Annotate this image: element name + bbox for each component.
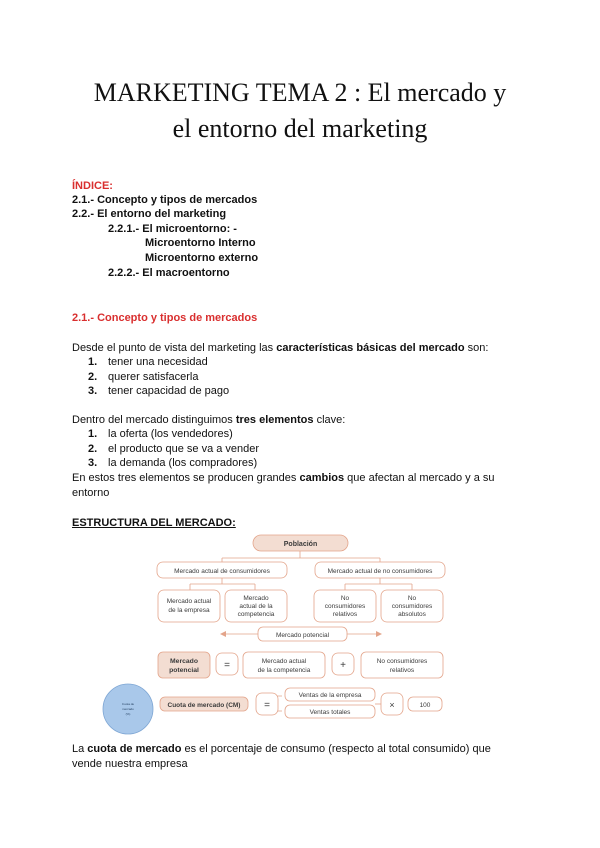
cuota-box xyxy=(160,697,248,711)
poblacion-box xyxy=(253,535,348,551)
no-relativos-line-3: relativos xyxy=(332,611,358,618)
eq-actual-competencia-box xyxy=(243,652,325,678)
index-item-2-2: 2.2.- El entorno del marketing xyxy=(72,208,227,220)
poblacion-label: Población xyxy=(283,541,318,548)
no-absolutos-line-3: absolutos xyxy=(398,611,426,618)
index-item-2-1: 2.1.- Concepto y tipos de mercados xyxy=(72,194,258,206)
mercado-no-consumidores-box xyxy=(315,562,445,578)
competencia-box xyxy=(225,590,287,622)
p3-line-2: entorno xyxy=(72,486,110,499)
eq-actual-line-2: de la competencia xyxy=(257,667,311,674)
circle-text-3: (%) xyxy=(125,712,131,716)
empresa-line-2: de la empresa xyxy=(168,607,210,614)
mercado-potencial-label: Mercado potencial xyxy=(275,632,330,639)
p2-bold: tres elementos xyxy=(235,414,314,426)
circle-text-2: mercado xyxy=(122,707,134,711)
mercado-potencial-line-2: potencial xyxy=(169,667,199,674)
empresa-line-1: Mercado actual xyxy=(166,598,212,605)
equals-sign: = xyxy=(224,660,230,671)
index-heading: ÍNDICE: xyxy=(72,180,113,192)
list-number: 3. xyxy=(88,385,98,397)
paragraph-cuota xyxy=(72,742,491,771)
p4-text: La xyxy=(72,743,88,755)
estructura-heading: ESTRUCTURA DEL MERCADO: xyxy=(72,517,236,529)
list-text: la demanda (los compradores) xyxy=(108,457,258,469)
list-text: tener capacidad de pago xyxy=(108,385,230,397)
ventas-empresa-label: Ventas de la empresa xyxy=(298,692,362,699)
list-number: 1. xyxy=(88,356,98,368)
mercado-potencial-line-1: Mercado xyxy=(170,658,198,665)
competencia-line-3: competencia xyxy=(237,611,275,618)
p1-text: Desde el punto de vista del marketing las xyxy=(72,342,277,354)
eq-actual-line-1: Mercado actual xyxy=(261,658,307,665)
eq-no-relativos-line-1: No consumidores xyxy=(376,658,428,665)
ventas-empresa-box xyxy=(285,688,375,701)
cien-label: 100 xyxy=(419,702,431,709)
cuota-circle xyxy=(103,684,153,734)
section-heading: 2.1.- Concepto y tipos de mercados xyxy=(72,312,258,324)
no-relativos-box xyxy=(314,590,376,622)
no-relativos-line-2: consumidores xyxy=(324,603,366,610)
p4-line-1 xyxy=(72,742,491,757)
list-number: 3. xyxy=(88,457,98,469)
empresa-box xyxy=(158,590,220,622)
p3-text-end: que afectan al mercado y a su xyxy=(344,472,495,484)
mercado-actual-label: Mercado actual de consumidores xyxy=(174,568,270,575)
ventas-totales-box xyxy=(285,705,375,718)
list-text: la oferta (los vendedores) xyxy=(108,428,233,440)
no-absolutos-box xyxy=(381,590,443,622)
times-icon xyxy=(381,693,403,715)
circle-text-1: Cuota de xyxy=(121,702,135,706)
p3-text: En estos tres elementos se producen grandes xyxy=(72,472,300,484)
plus-icon xyxy=(332,653,354,675)
equals-icon xyxy=(216,653,238,675)
list-text: tener una necesidad xyxy=(108,356,208,368)
list-number: 2. xyxy=(88,370,98,383)
cuota-equals-icon xyxy=(256,693,278,715)
mercado-actual-box xyxy=(157,562,287,578)
mercado-potencial-label-box xyxy=(258,627,347,641)
eq-no-relativos-line-2: relativos xyxy=(389,667,415,674)
times-sign: × xyxy=(389,700,395,710)
competencia-line-1: Mercado xyxy=(243,595,269,602)
mercado-potencial-box xyxy=(158,652,210,678)
index-item-micro-externo: Microentorno externo xyxy=(145,252,259,264)
p1-text-end: son: xyxy=(464,342,489,354)
plus-sign: + xyxy=(340,660,346,671)
list-number: 2. xyxy=(88,442,98,455)
p4-line-2: vende nuestra empresa xyxy=(72,757,188,770)
cuota-equals-sign: = xyxy=(264,700,270,711)
p2-text-end: clave: xyxy=(313,414,346,426)
no-absolutos-line-1: No xyxy=(407,595,417,602)
p2-text: Dentro del mercado distinguimos xyxy=(72,414,236,426)
index-item-2-2-2: 2.2.2.- El macroentorno xyxy=(108,267,230,279)
p4-text-end: es el porcentaje de consumo (respecto al total consumido) que xyxy=(181,743,491,755)
p3-bold: cambios xyxy=(299,472,345,484)
p4-bold: cuota de mercado xyxy=(87,743,182,755)
p1-bold: características básicas del mercado xyxy=(276,342,465,354)
list-text: el producto que se va a vender xyxy=(108,442,260,455)
cuota-label: Cuota de mercado (CM) xyxy=(167,702,241,709)
competencia-line-2: actual de la xyxy=(239,603,273,610)
title-line-1: MARKETING TEMA 2 : El mercado y xyxy=(93,78,507,107)
list-number: 1. xyxy=(88,428,98,440)
eq-no-relativos-box xyxy=(361,652,443,678)
mercado-no-consumidores-label: Mercado actual de no consumidores xyxy=(327,568,433,575)
index-item-micro-interno: Microentorno Interno xyxy=(145,237,256,249)
no-relativos-line-1: No xyxy=(340,595,350,602)
ventas-totales-label: Ventas totales xyxy=(309,709,351,716)
arrow-left-icon xyxy=(220,631,226,637)
no-absolutos-line-2: consumidores xyxy=(391,603,433,610)
list-text: querer satisfacerla xyxy=(108,370,199,383)
title-line-2: el entorno del marketing xyxy=(172,114,428,143)
arrow-right-icon xyxy=(376,631,382,637)
cien-box xyxy=(408,697,442,711)
index-item-2-2-1: 2.2.1.- El microentorno: - xyxy=(108,223,237,235)
